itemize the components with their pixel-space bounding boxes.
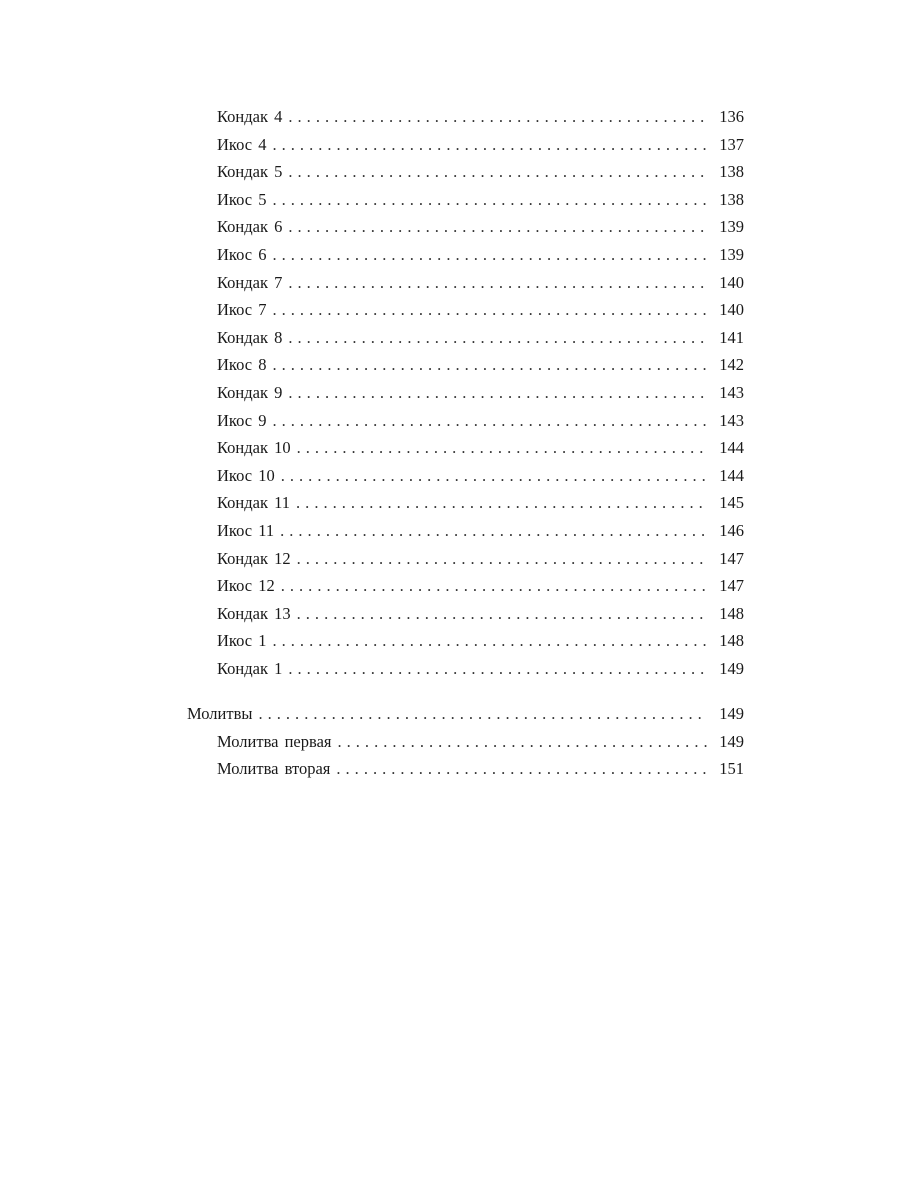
toc-section[interactable] — [187, 702, 744, 726]
toc-entry[interactable] — [217, 629, 744, 653]
toc-entry-label: Кондак 6 — [217, 217, 283, 237]
dot-leader — [297, 436, 708, 460]
toc-entry-page: 148 — [719, 631, 744, 651]
toc-entry-page: 142 — [719, 355, 744, 375]
toc-entry-label: Кондак 7 — [217, 272, 283, 292]
dot-leader — [272, 243, 707, 267]
toc-entry[interactable] — [217, 436, 744, 460]
toc-entry[interactable] — [217, 271, 744, 295]
dot-leader — [288, 326, 707, 350]
toc-entry-label: Икос 9 — [217, 410, 267, 430]
toc-entry-label: Икос 12 — [217, 576, 275, 596]
toc-entry[interactable] — [217, 491, 744, 515]
toc-section-page: 149 — [719, 704, 744, 723]
toc-entry[interactable] — [217, 519, 744, 543]
dot-leader — [288, 271, 707, 295]
toc-entry[interactable] — [217, 381, 744, 405]
toc-entry-label: Кондак 10 — [217, 438, 291, 458]
toc-entry-label: Икос 4 — [217, 134, 267, 154]
toc-entry-label: Икос 1 — [217, 631, 267, 651]
dot-leader — [280, 519, 707, 543]
toc-entry-page: 147 — [719, 576, 744, 596]
toc-entry-label: Икос 8 — [217, 355, 267, 375]
toc-entry-label: Кондак 13 — [217, 603, 291, 623]
toc-entry-page: 147 — [719, 548, 744, 568]
toc-entry-page: 138 — [719, 189, 744, 209]
dot-leader — [336, 757, 707, 781]
toc-entry[interactable] — [217, 757, 744, 781]
dot-leader — [281, 574, 708, 598]
toc-entry-page: 144 — [719, 438, 744, 458]
dot-leader — [288, 160, 707, 184]
toc-entry[interactable] — [217, 243, 744, 267]
toc-entry-page: 139 — [719, 245, 744, 264]
dot-leader — [272, 133, 707, 157]
toc-entry-page: 143 — [719, 410, 744, 430]
toc-entry-page: 149 — [719, 659, 744, 678]
toc-entry-label: Молитва вторая — [217, 759, 331, 779]
toc-entry[interactable] — [217, 547, 744, 571]
toc-entry[interactable] — [217, 409, 744, 433]
toc-entry[interactable] — [217, 657, 744, 681]
dot-leader — [272, 353, 707, 377]
dot-leader — [297, 547, 708, 571]
toc-entry[interactable] — [217, 464, 744, 488]
toc-section-label: Молитвы — [187, 704, 253, 723]
dot-leader — [272, 188, 707, 212]
toc-entry-label: Икос 7 — [217, 300, 267, 320]
toc-entry-label: Икос 11 — [217, 521, 275, 540]
toc-entry-page: 137 — [719, 134, 744, 154]
toc-entry[interactable] — [217, 326, 744, 350]
toc-entry-label: Кондак 11 — [217, 493, 291, 513]
toc-entry-page: 146 — [719, 521, 744, 540]
dot-leader — [281, 464, 708, 488]
dot-leader — [288, 215, 707, 239]
dot-leader — [297, 602, 708, 626]
toc-entry-label: Кондак 12 — [217, 548, 291, 568]
toc-entry-page: 138 — [719, 162, 744, 182]
dot-leader — [337, 730, 707, 754]
dot-leader — [288, 657, 707, 681]
toc-entry-label: Кондак 1 — [217, 659, 283, 678]
toc-entry[interactable] — [217, 188, 744, 212]
dot-leader — [272, 629, 707, 653]
toc-entry-page: 139 — [719, 217, 744, 237]
toc-entry-label: Кондак 5 — [217, 162, 283, 182]
toc-entry-page: 143 — [719, 383, 744, 402]
toc-entry[interactable] — [217, 215, 744, 239]
dot-leader — [272, 298, 707, 322]
dot-leader — [296, 491, 707, 515]
dot-leader — [288, 381, 707, 405]
toc-entry-page: 148 — [719, 603, 744, 623]
toc-entry-page: 140 — [719, 272, 744, 292]
toc-entry-label: Кондак 8 — [217, 327, 283, 347]
toc-entry[interactable] — [217, 133, 744, 157]
toc-entry-label: Молитва первая — [217, 731, 332, 751]
dot-leader — [272, 409, 707, 433]
toc-entry-label: Икос 6 — [217, 245, 267, 264]
toc-entry-page: 141 — [719, 327, 744, 347]
toc-entry-page: 151 — [719, 759, 744, 779]
toc-entry-page: 145 — [719, 493, 744, 513]
toc-entry[interactable] — [217, 730, 744, 754]
toc-entry[interactable] — [217, 602, 744, 626]
toc-entry-page: 140 — [719, 300, 744, 320]
toc-entry-label: Кондак 4 — [217, 107, 283, 126]
toc-entry-label: Икос 5 — [217, 189, 267, 209]
toc-entry-page: 149 — [719, 731, 744, 751]
toc-entry[interactable] — [217, 160, 744, 184]
toc-entry[interactable] — [217, 298, 744, 322]
toc-entry-page: 144 — [719, 465, 744, 485]
dot-leader — [258, 702, 707, 726]
toc-entry-label: Кондак 9 — [217, 383, 283, 402]
toc-entry[interactable] — [217, 574, 744, 598]
toc-entry[interactable] — [217, 105, 744, 129]
dot-leader — [288, 105, 707, 129]
toc-entry-page: 136 — [719, 107, 744, 126]
toc-entry-label: Икос 10 — [217, 465, 275, 485]
toc-entry[interactable] — [217, 353, 744, 377]
